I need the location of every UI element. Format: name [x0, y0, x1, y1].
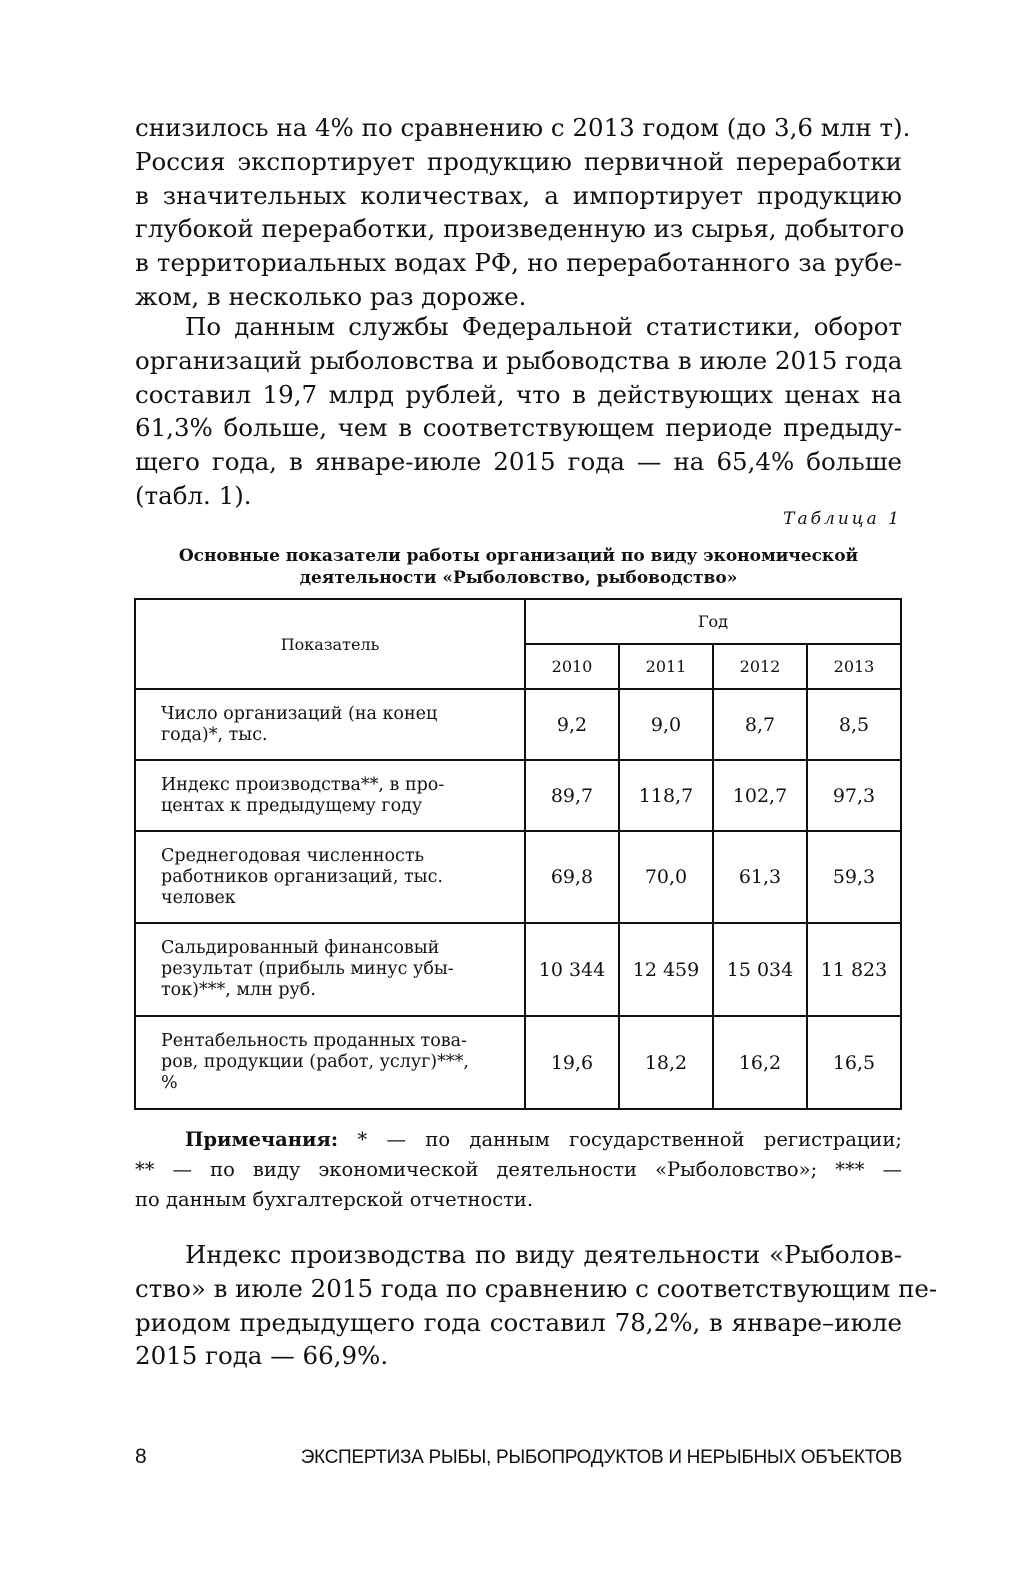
indicator-line: Число организаций (на конец: [161, 703, 438, 724]
indicator-line: Среднегодовая численность: [161, 845, 425, 866]
text-line: По данным службы Федеральной статистики, оборот: [185, 312, 902, 341]
cell-value: 15 034: [713, 923, 807, 1016]
header-year-value: 2013: [807, 644, 901, 689]
cell-value: 102,7: [713, 760, 807, 831]
text-line: снизилось на 4% по сравнению с 2013 годом (до 3,6 млн т).: [135, 113, 911, 142]
running-title: ЭКСПЕРТИЗА РЫБЫ, РЫБОПРОДУКТОВ И НЕРЫБНЫХ ОБЪЕКТОВ: [300, 1447, 902, 1468]
text-line: (табл. 1).: [135, 480, 252, 510]
indicator-line: работников организаций, тыс.: [161, 866, 443, 887]
text-line: в значительных количествах, а импортирует продукцию: [135, 180, 902, 210]
table-title-line: Основные показатели работы организаций по виду экономической: [178, 546, 859, 566]
cell-value: 8,7: [713, 689, 807, 760]
cell-value: 9,0: [619, 689, 713, 760]
cell-value: 118,7: [619, 760, 713, 831]
text-line: риодом предыдущего года составил 78,2%, в январе–июле: [135, 1307, 902, 1337]
text-line: жом, в несколько раз дороже.: [135, 281, 527, 311]
indicator-line: человек: [161, 887, 236, 908]
cell-value: 10 344: [525, 923, 619, 1016]
header-indicator: Показатель: [135, 599, 525, 689]
text-line: организаций рыболовства и рыбоводства в июле 2015 года: [135, 345, 903, 375]
indicator-line: ров, продукции (работ, услуг)***,: [161, 1052, 469, 1072]
text-line: щего года, в январе-июле 2015 года — на 65,4% больше: [135, 447, 902, 477]
page-number: 8: [135, 1445, 147, 1468]
table-row: [135, 760, 901, 831]
notes-line: [135, 1125, 902, 1155]
cell-value: 89,7: [525, 760, 619, 831]
indicator-line: года)*, тыс.: [161, 724, 268, 745]
row-indicator: [135, 1016, 525, 1109]
indicators-table: [134, 598, 902, 1110]
header-year-value: 2010: [525, 644, 619, 689]
cell-value: 61,3: [713, 831, 807, 923]
text-line: ство» в июле 2015 года по сравнению с соответствующим пе-: [135, 1273, 938, 1303]
indicator-line: результат (прибыль минус убы-: [161, 959, 454, 979]
cell-value: 8,5: [807, 689, 901, 760]
text-line: 2015 года — 66,9%.: [135, 1341, 389, 1371]
table-label: Таблица 1: [783, 509, 902, 529]
cell-value: 18,2: [619, 1016, 713, 1109]
header-year-value: 2011: [619, 644, 713, 689]
row-indicator: [135, 831, 525, 923]
cell-value: 12 459: [619, 923, 713, 1016]
text-line: Россия экспортирует продукцию первичной переработки: [135, 146, 902, 176]
table-row: [135, 831, 901, 923]
row-indicator: [135, 689, 525, 760]
notes-line: по данным бухгалтерской отчетности.: [135, 1188, 534, 1211]
cell-value: 70,0: [619, 831, 713, 923]
cell-value: 97,3: [807, 760, 901, 831]
cell-value: 16,5: [807, 1016, 901, 1109]
text-line: 61,3% больше, чем в соответствующем периоде предыду-: [135, 413, 902, 443]
text-line: Индекс производства по виду деятельности «Рыболов-: [185, 1240, 902, 1269]
table-title: [135, 545, 902, 589]
cell-value: 19,6: [525, 1016, 619, 1109]
text-line: составил 19,7 млрд рублей, что в действующих ценах на: [135, 379, 902, 409]
cell-value: 9,2: [525, 689, 619, 760]
indicator-line: центах к предыдущему году: [161, 795, 423, 816]
indicator-line: ток)***, млн руб.: [161, 980, 316, 1000]
paragraph-2: [135, 310, 902, 513]
text-line: в территориальных водах РФ, но переработанного за рубе-: [135, 248, 902, 278]
table-title-line: деятельности «Рыболовство, рыбоводство»: [299, 568, 738, 588]
notes-line: ** — по виду экономической деятельности «Рыболовство»; *** —: [135, 1158, 902, 1181]
table-row: [135, 923, 901, 1016]
table-row: [135, 1016, 901, 1109]
cell-value: 69,8: [525, 831, 619, 923]
table-notes: [135, 1125, 902, 1215]
table-row: [135, 689, 901, 760]
indicator-line: Рентабельность проданных това-: [161, 1031, 467, 1051]
paragraph-1: [135, 111, 911, 314]
cell-value: 59,3: [807, 831, 901, 923]
row-indicator: [135, 923, 525, 1016]
row-indicator: [135, 760, 525, 831]
header-year-value: 2012: [713, 644, 807, 689]
header-year: Год: [525, 599, 901, 644]
notes-heading: Примечания:: [185, 1128, 339, 1151]
indicator-line: Индекс производства**, в про-: [161, 774, 445, 795]
text-line: глубокой переработки, произведенную из сырья, добытого: [135, 214, 905, 244]
indicator-line: Сальдированный финансовый: [161, 938, 440, 958]
indicator-line: %: [161, 1073, 178, 1093]
cell-value: 16,2: [713, 1016, 807, 1109]
cell-value: 11 823: [807, 923, 901, 1016]
paragraph-3: [135, 1238, 938, 1373]
notes-text: * — по данным государственной регистрации;: [338, 1128, 902, 1151]
